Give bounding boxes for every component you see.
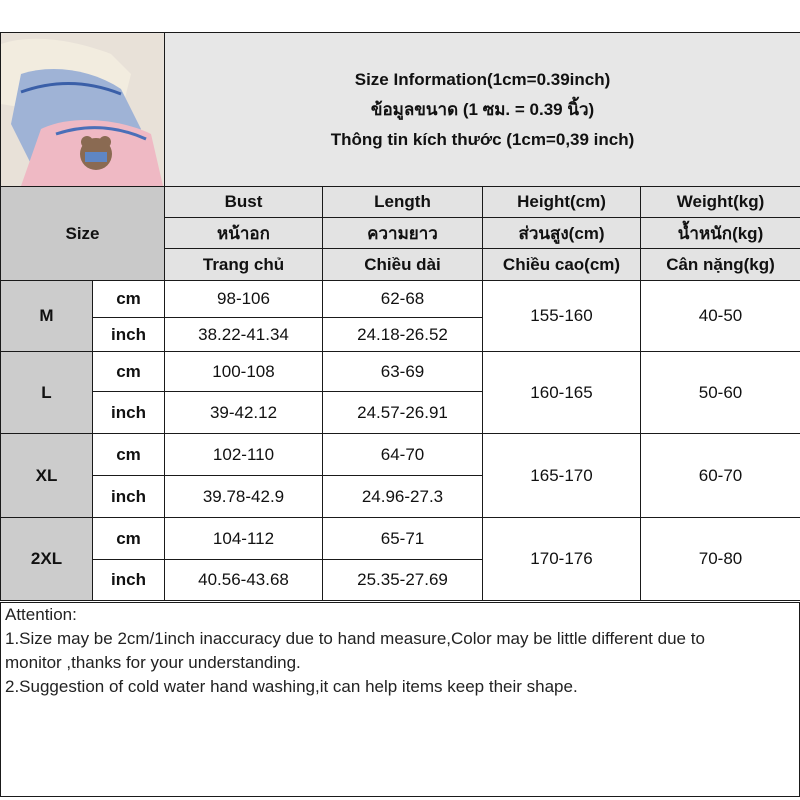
weight-value: 50-60 bbox=[641, 352, 800, 434]
notes-line-3: 2.Suggestion of cold water hand washing,it can help items keep their shape. bbox=[5, 677, 578, 696]
size-chart bbox=[0, 32, 800, 796]
size-header: Size bbox=[1, 187, 165, 281]
height-value: 160-165 bbox=[483, 352, 641, 434]
sweatshirt-image bbox=[1, 34, 163, 186]
length-inch-value: 24.57-26.91 bbox=[323, 392, 483, 434]
length-header-th: ความยาว bbox=[323, 218, 483, 249]
bust-inch-value: 39-42.12 bbox=[165, 392, 323, 434]
unit-cm: cm bbox=[93, 281, 165, 318]
size-table bbox=[0, 32, 800, 601]
bust-cm-value: 100-108 bbox=[165, 352, 323, 392]
weight-header-en: Weight(kg) bbox=[641, 187, 800, 218]
bust-cm-value: 104-112 bbox=[165, 518, 323, 560]
weight-value: 40-50 bbox=[641, 281, 800, 352]
weight-value: 60-70 bbox=[641, 434, 800, 518]
bust-inch-value: 40.56-43.68 bbox=[165, 560, 323, 601]
size-label-xl: XL bbox=[1, 434, 93, 518]
unit-cm: cm bbox=[93, 434, 165, 476]
table-row bbox=[1, 281, 800, 318]
bust-header-en: Bust bbox=[165, 187, 323, 218]
weight-value: 70-80 bbox=[641, 518, 800, 601]
length-inch-value: 25.35-27.69 bbox=[323, 560, 483, 601]
length-header-vi: Chiều dài bbox=[323, 249, 483, 281]
length-cm-value: 62-68 bbox=[323, 281, 483, 318]
height-header-th: ส่วนสูง(cm) bbox=[483, 218, 641, 249]
bust-inch-value: 38.22-41.34 bbox=[165, 318, 323, 352]
attention-notes bbox=[0, 602, 800, 797]
bust-inch-value: 39.78-42.9 bbox=[165, 476, 323, 518]
height-value: 170-176 bbox=[483, 518, 641, 601]
notes-line-1: 1.Size may be 2cm/1inch inaccuracy due to hand measure,Color may be little different due to bbox=[5, 629, 705, 648]
notes-line-2: monitor ,thanks for your understanding. bbox=[5, 653, 301, 672]
height-value: 155-160 bbox=[483, 281, 641, 352]
unit-inch: inch bbox=[93, 392, 165, 434]
size-label-2xl: 2XL bbox=[1, 518, 93, 601]
title-block bbox=[165, 33, 800, 187]
unit-inch: inch bbox=[93, 318, 165, 352]
unit-inch: inch bbox=[93, 560, 165, 601]
height-header-en: Height(cm) bbox=[483, 187, 641, 218]
unit-cm: cm bbox=[93, 352, 165, 392]
length-inch-value: 24.18-26.52 bbox=[323, 318, 483, 352]
unit-cm: cm bbox=[93, 518, 165, 560]
length-header-en: Length bbox=[323, 187, 483, 218]
bust-cm-value: 102-110 bbox=[165, 434, 323, 476]
title-vietnamese: Thông tin kích thước (1cm=0,39 inch) bbox=[330, 129, 635, 149]
table-row bbox=[1, 352, 800, 392]
unit-inch: inch bbox=[93, 476, 165, 518]
weight-header-th: น้ำหนัก(kg) bbox=[641, 218, 800, 249]
size-label-m: M bbox=[1, 281, 93, 352]
height-value: 165-170 bbox=[483, 434, 641, 518]
product-photo bbox=[1, 33, 165, 187]
table-row bbox=[1, 434, 800, 476]
title-english: Size Information(1cm=0.39inch) bbox=[354, 69, 611, 89]
size-label-l: L bbox=[1, 352, 93, 434]
title-thai: ข้อมูลขนาด (1 ซม. = 0.39 นิ้ว) bbox=[370, 99, 595, 119]
table-row bbox=[1, 518, 800, 560]
length-inch-value: 24.96-27.3 bbox=[323, 476, 483, 518]
bust-header-vi: Trang chủ bbox=[165, 249, 323, 281]
length-cm-value: 65-71 bbox=[323, 518, 483, 560]
notes-heading: Attention: bbox=[5, 605, 77, 624]
length-cm-value: 63-69 bbox=[323, 352, 483, 392]
bust-header-th: หน้าอก bbox=[165, 218, 323, 249]
weight-header-vi: Cân nặng(kg) bbox=[641, 249, 800, 281]
height-header-vi: Chiều cao(cm) bbox=[483, 249, 641, 281]
length-cm-value: 64-70 bbox=[323, 434, 483, 476]
bust-cm-value: 98-106 bbox=[165, 281, 323, 318]
